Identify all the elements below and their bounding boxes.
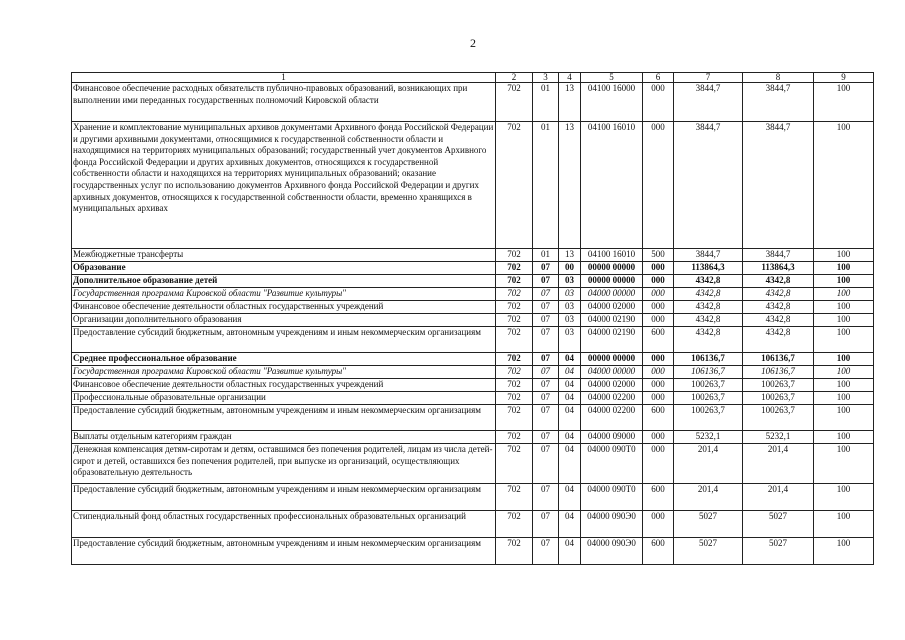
row-name: Финансовое обеспечение деятельности областных государственных учреждений: [72, 379, 496, 392]
row-admin-code: 702: [496, 538, 533, 565]
row-target-article: 00000 00000: [581, 353, 643, 366]
table-row: [72, 288, 874, 301]
row-subsection: 03: [559, 275, 581, 288]
row-planned-amount: 201,4: [674, 444, 743, 484]
table-row: [72, 366, 874, 379]
row-name: Предоставление субсидий бюджетным, автономным учреждениям и иным некоммерческим организациям: [72, 538, 496, 565]
row-name: Среднее профессиональное образование: [72, 353, 496, 366]
table-row: [72, 444, 874, 484]
row-target-article: 04000 02190: [581, 314, 643, 327]
row-admin-code: 702: [496, 484, 533, 511]
row-subsection: 04: [559, 431, 581, 444]
row-subsection: 03: [559, 288, 581, 301]
table-row: [72, 122, 874, 249]
row-executed-amount: 3844,7: [743, 83, 814, 122]
row-percent: 100: [814, 262, 874, 275]
row-target-article: 04100 16010: [581, 249, 643, 262]
row-expense-type: 000: [643, 444, 674, 484]
row-admin-code: 702: [496, 353, 533, 366]
row-section: 07: [533, 275, 559, 288]
row-percent: 100: [814, 275, 874, 288]
row-percent: 100: [814, 444, 874, 484]
row-expense-type: 000: [643, 122, 674, 249]
row-planned-amount: 113864,3: [674, 262, 743, 275]
row-executed-amount: 4342,8: [743, 327, 814, 353]
row-section: 07: [533, 379, 559, 392]
row-admin-code: 702: [496, 327, 533, 353]
row-admin-code: 702: [496, 301, 533, 314]
row-section: 07: [533, 392, 559, 405]
row-target-article: 04000 09000: [581, 431, 643, 444]
row-expense-type: 500: [643, 249, 674, 262]
row-planned-amount: 106136,7: [674, 366, 743, 379]
row-name: Денежная компенсация детям-сиротам и детям, оставшимся без попечения родителей, лицам из числа детей-сирот и детей, оставшихся без попечения родителей, при выпуске из организаций, осуществляющих образовательную деятельность: [72, 444, 496, 484]
row-name: Финансовое обеспечение деятельности областных государственных учреждений: [72, 301, 496, 314]
row-target-article: 04000 02200: [581, 392, 643, 405]
row-admin-code: 702: [496, 511, 533, 538]
row-subsection: 04: [559, 444, 581, 484]
row-subsection: 13: [559, 83, 581, 122]
row-planned-amount: 100263,7: [674, 392, 743, 405]
row-section: 07: [533, 484, 559, 511]
header-row: [72, 73, 874, 83]
table-row: [72, 511, 874, 538]
row-name: Межбюджетные трансферты: [72, 249, 496, 262]
row-percent: 100: [814, 538, 874, 565]
row-subsection: 13: [559, 249, 581, 262]
row-name: Организации дополнительного образования: [72, 314, 496, 327]
row-expense-type: 600: [643, 405, 674, 431]
row-planned-amount: 3844,7: [674, 83, 743, 122]
row-target-article: 04000 00000: [581, 366, 643, 379]
row-subsection: 04: [559, 366, 581, 379]
row-planned-amount: 4342,8: [674, 301, 743, 314]
row-percent: 100: [814, 249, 874, 262]
row-target-article: 04000 00000: [581, 288, 643, 301]
table-row: [72, 392, 874, 405]
row-executed-amount: 3844,7: [743, 249, 814, 262]
row-expense-type: 000: [643, 379, 674, 392]
row-name: Государственная программа Кировской области "Развитие культуры": [72, 288, 496, 301]
row-section: 07: [533, 538, 559, 565]
row-section: 07: [533, 511, 559, 538]
row-expense-type: 600: [643, 484, 674, 511]
column-header: 9: [814, 73, 874, 83]
table-row: [72, 327, 874, 353]
row-target-article: 04000 090Т0: [581, 484, 643, 511]
row-percent: 100: [814, 484, 874, 511]
table-row: [72, 353, 874, 366]
row-executed-amount: 100263,7: [743, 379, 814, 392]
row-percent: 100: [814, 288, 874, 301]
row-section: 07: [533, 262, 559, 275]
row-executed-amount: 5232,1: [743, 431, 814, 444]
row-name: Стипендиальный фонд областных государственных профессиональных образовательных организаций: [72, 511, 496, 538]
row-target-article: 00000 00000: [581, 275, 643, 288]
row-planned-amount: 5027: [674, 538, 743, 565]
row-executed-amount: 3844,7: [743, 122, 814, 249]
row-admin-code: 702: [496, 262, 533, 275]
row-section: 07: [533, 405, 559, 431]
table-row: [72, 431, 874, 444]
row-admin-code: 702: [496, 379, 533, 392]
row-target-article: 04100 16000: [581, 83, 643, 122]
row-planned-amount: 3844,7: [674, 122, 743, 249]
row-percent: 100: [814, 379, 874, 392]
column-header: 8: [743, 73, 814, 83]
row-subsection: 04: [559, 484, 581, 511]
row-executed-amount: 4342,8: [743, 288, 814, 301]
row-name: Предоставление субсидий бюджетным, автономным учреждениям и иным некоммерческим организациям: [72, 484, 496, 511]
row-planned-amount: 5027: [674, 511, 743, 538]
row-name: Финансовое обеспечение расходных обязательств публично-правовых образований, возникающих при выполнении ими переданных государственных полномочий Кировской области: [72, 83, 496, 122]
table-row: [72, 301, 874, 314]
column-header: 1: [72, 73, 496, 83]
row-percent: 100: [814, 405, 874, 431]
table-row: [72, 249, 874, 262]
row-executed-amount: 100263,7: [743, 405, 814, 431]
table-row: [72, 83, 874, 122]
row-expense-type: 000: [643, 301, 674, 314]
row-target-article: 04000 090Т0: [581, 444, 643, 484]
row-subsection: 04: [559, 353, 581, 366]
row-executed-amount: 201,4: [743, 484, 814, 511]
row-section: 07: [533, 444, 559, 484]
row-executed-amount: 106136,7: [743, 366, 814, 379]
row-executed-amount: 5027: [743, 538, 814, 565]
row-section: 07: [533, 431, 559, 444]
row-admin-code: 702: [496, 314, 533, 327]
row-section: 07: [533, 288, 559, 301]
row-expense-type: 000: [643, 262, 674, 275]
row-name: Дополнительное образование детей: [72, 275, 496, 288]
table-row: [72, 538, 874, 565]
row-subsection: 04: [559, 538, 581, 565]
row-subsection: 03: [559, 314, 581, 327]
budget-table: [71, 72, 874, 565]
column-header: 5: [581, 73, 643, 83]
row-target-article: 00000 00000: [581, 262, 643, 275]
row-admin-code: 702: [496, 431, 533, 444]
row-subsection: 04: [559, 405, 581, 431]
row-section: 01: [533, 249, 559, 262]
row-expense-type: 000: [643, 511, 674, 538]
row-subsection: 00: [559, 262, 581, 275]
row-section: 07: [533, 366, 559, 379]
row-target-article: 04000 02190: [581, 327, 643, 353]
row-percent: 100: [814, 327, 874, 353]
row-planned-amount: 201,4: [674, 484, 743, 511]
row-subsection: 04: [559, 392, 581, 405]
row-target-article: 04000 02200: [581, 405, 643, 431]
row-percent: 100: [814, 431, 874, 444]
row-admin-code: 702: [496, 249, 533, 262]
row-name: Образование: [72, 262, 496, 275]
row-expense-type: 000: [643, 275, 674, 288]
row-name: Предоставление субсидий бюджетным, автономным учреждениям и иным некоммерческим организациям: [72, 327, 496, 353]
row-target-article: 04000 02000: [581, 301, 643, 314]
row-subsection: 03: [559, 327, 581, 353]
column-header: 4: [559, 73, 581, 83]
row-planned-amount: 3844,7: [674, 249, 743, 262]
row-name: Хранение и комплектование муниципальных архивов документами Архивного фонда Российской Федерации и другими архивными документами, относящимися к государственной собственности области и находящимися на территориях муниципальных образований; государственный учет документов Архивного фонда Российской Федерации и других архивных документов, относящихся к государственной собственности области и находящихся на территориях муниципальных образований; оказание государственных услуг по использованию документов Архивного фонда Российской Федерации и других архивных документов, относящихся к государственной собственности области, временно хранящихся в муниципальных архивах: [72, 122, 496, 249]
row-admin-code: 702: [496, 288, 533, 301]
row-expense-type: 000: [643, 288, 674, 301]
table-row: [72, 484, 874, 511]
row-section: 07: [533, 301, 559, 314]
page-number: 2: [470, 36, 476, 50]
row-expense-type: 000: [643, 431, 674, 444]
row-admin-code: 702: [496, 122, 533, 249]
row-executed-amount: 4342,8: [743, 275, 814, 288]
row-admin-code: 702: [496, 83, 533, 122]
row-percent: 100: [814, 314, 874, 327]
row-section: 07: [533, 314, 559, 327]
row-expense-type: 000: [643, 392, 674, 405]
row-executed-amount: 106136,7: [743, 353, 814, 366]
row-target-article: 04100 16010: [581, 122, 643, 249]
row-percent: 100: [814, 301, 874, 314]
table-row: [72, 405, 874, 431]
row-admin-code: 702: [496, 275, 533, 288]
column-header: 3: [533, 73, 559, 83]
row-subsection: 03: [559, 301, 581, 314]
row-expense-type: 000: [643, 353, 674, 366]
row-admin-code: 702: [496, 392, 533, 405]
row-planned-amount: 100263,7: [674, 405, 743, 431]
row-percent: 100: [814, 392, 874, 405]
row-executed-amount: 201,4: [743, 444, 814, 484]
row-name: Предоставление субсидий бюджетным, автономным учреждениям и иным некоммерческим организациям: [72, 405, 496, 431]
row-section: 07: [533, 327, 559, 353]
row-target-article: 04000 090Э0: [581, 511, 643, 538]
row-percent: 100: [814, 511, 874, 538]
row-percent: 100: [814, 122, 874, 249]
row-planned-amount: 5232,1: [674, 431, 743, 444]
row-expense-type: 000: [643, 83, 674, 122]
row-planned-amount: 4342,8: [674, 327, 743, 353]
table-row: [72, 314, 874, 327]
row-section: 07: [533, 353, 559, 366]
row-planned-amount: 4342,8: [674, 275, 743, 288]
row-section: 01: [533, 83, 559, 122]
column-header: 7: [674, 73, 743, 83]
row-planned-amount: 4342,8: [674, 288, 743, 301]
row-percent: 100: [814, 353, 874, 366]
row-percent: 100: [814, 83, 874, 122]
row-admin-code: 702: [496, 444, 533, 484]
row-executed-amount: 4342,8: [743, 314, 814, 327]
row-expense-type: 600: [643, 538, 674, 565]
table-row: [72, 275, 874, 288]
row-target-article: 04000 02000: [581, 379, 643, 392]
table-row: [72, 262, 874, 275]
row-subsection: 13: [559, 122, 581, 249]
row-section: 01: [533, 122, 559, 249]
row-subsection: 04: [559, 379, 581, 392]
row-planned-amount: 100263,7: [674, 379, 743, 392]
row-executed-amount: 4342,8: [743, 301, 814, 314]
row-admin-code: 702: [496, 405, 533, 431]
row-planned-amount: 106136,7: [674, 353, 743, 366]
row-admin-code: 702: [496, 366, 533, 379]
row-expense-type: 000: [643, 314, 674, 327]
row-executed-amount: 5027: [743, 511, 814, 538]
row-target-article: 04000 090Э0: [581, 538, 643, 565]
row-executed-amount: 113864,3: [743, 262, 814, 275]
row-expense-type: 600: [643, 327, 674, 353]
column-header: 6: [643, 73, 674, 83]
row-expense-type: 000: [643, 366, 674, 379]
row-subsection: 04: [559, 511, 581, 538]
row-name: Выплаты отдельным категориям граждан: [72, 431, 496, 444]
row-planned-amount: 4342,8: [674, 314, 743, 327]
row-executed-amount: 100263,7: [743, 392, 814, 405]
row-name: Профессиональные образовательные организации: [72, 392, 496, 405]
column-header: 2: [496, 73, 533, 83]
row-percent: 100: [814, 366, 874, 379]
row-name: Государственная программа Кировской области "Развитие культуры": [72, 366, 496, 379]
table-row: [72, 379, 874, 392]
